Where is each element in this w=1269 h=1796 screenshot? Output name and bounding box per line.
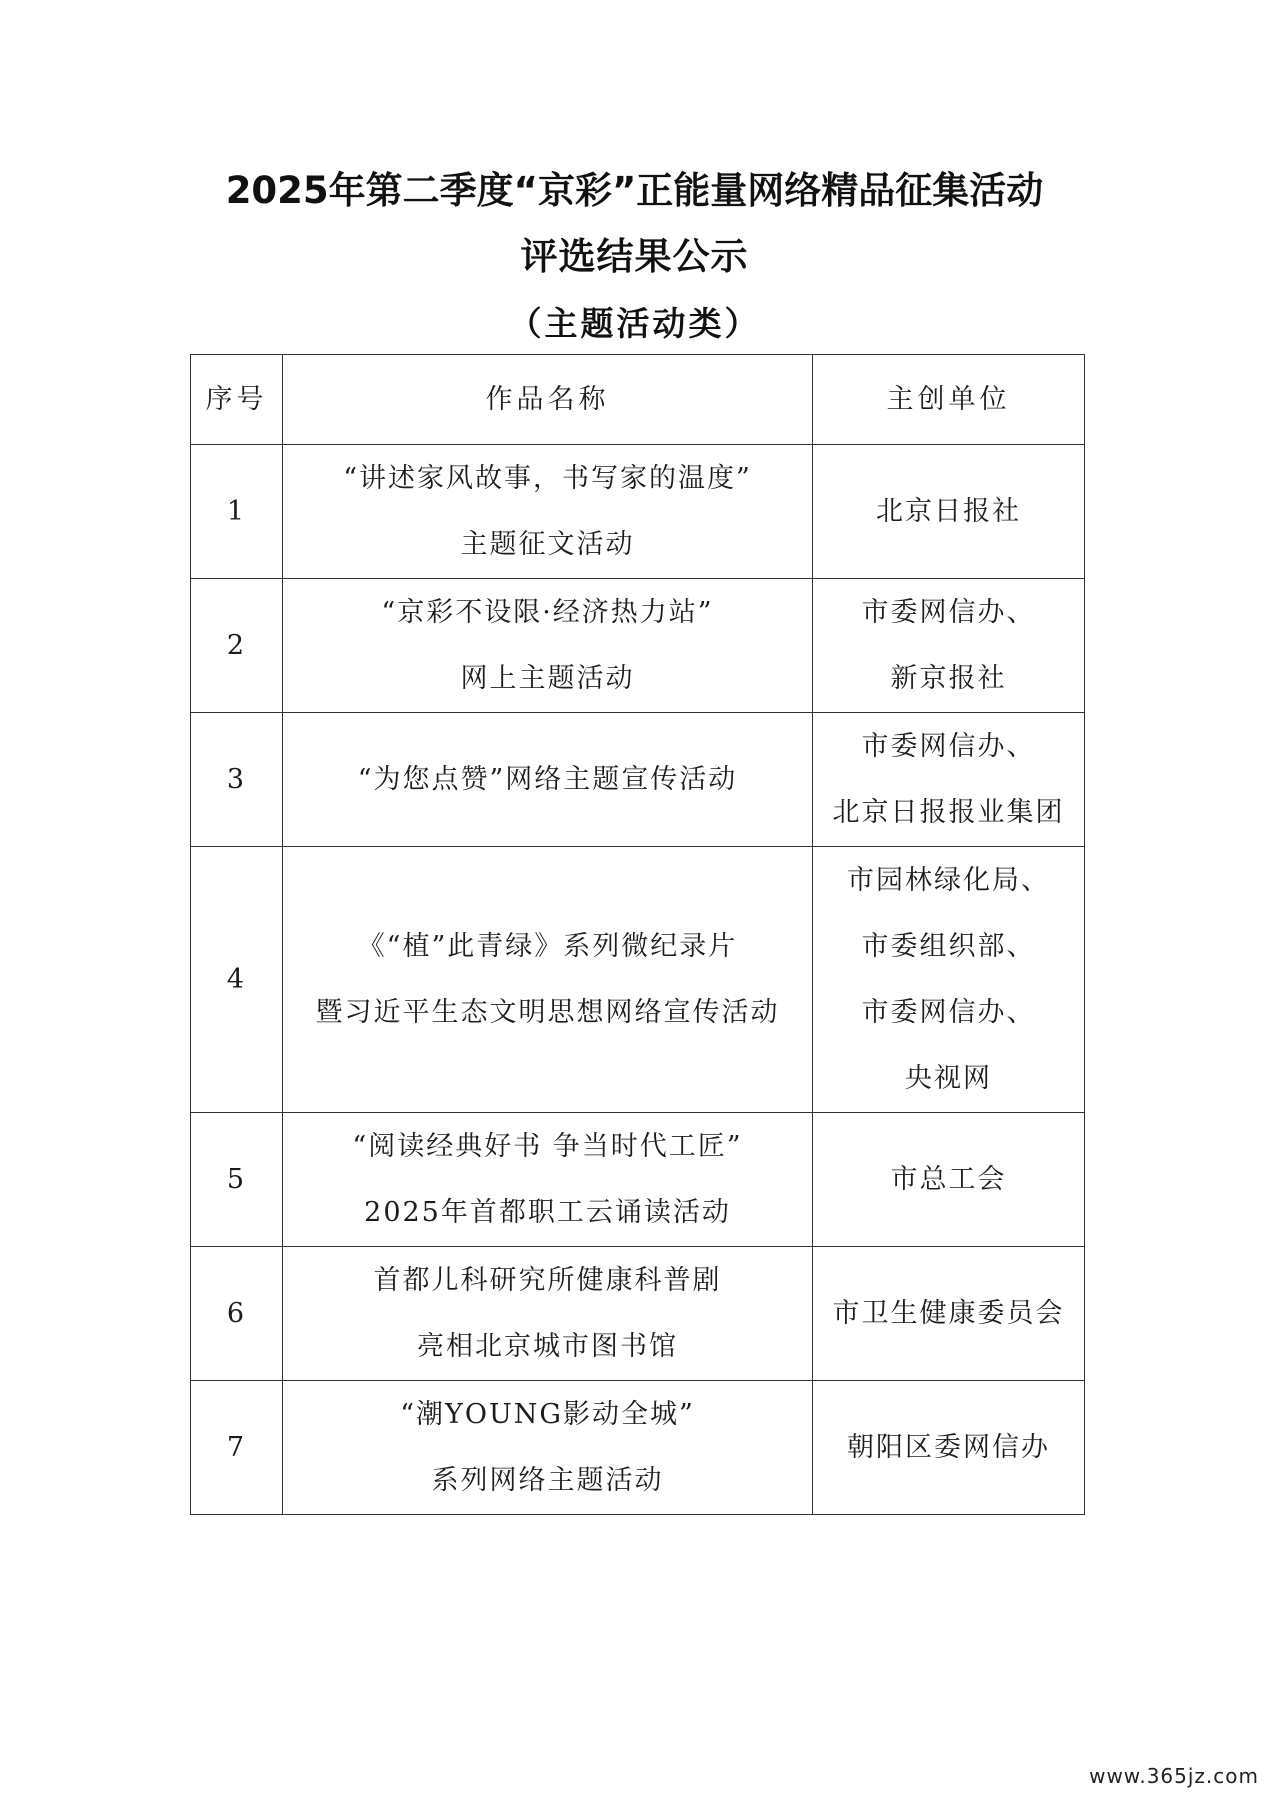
name-line: 系列网络主题活动	[431, 1464, 664, 1496]
org-line: 市委网信办、	[861, 730, 1036, 762]
row-name	[283, 713, 813, 847]
org-line: 市委网信办、	[861, 596, 1036, 628]
table-row	[191, 847, 1085, 1113]
name-line: “阅读经典好书 争当时代工匠”	[352, 1130, 743, 1162]
name-line: “京彩不设限·经济热力站”	[381, 596, 714, 628]
row-org	[813, 1113, 1085, 1247]
row-no: 7	[191, 1381, 283, 1515]
table-row	[191, 713, 1085, 847]
row-name	[283, 579, 813, 713]
table-row	[191, 1247, 1085, 1381]
org-line: 新京报社	[890, 662, 1007, 694]
name-line: 网上主题活动	[460, 662, 635, 694]
row-org	[813, 847, 1085, 1113]
name-line: 亮相北京城市图书馆	[417, 1330, 678, 1362]
row-name	[283, 1381, 813, 1515]
row-no: 5	[191, 1113, 283, 1247]
org-line: 市园林绿化局、	[847, 864, 1050, 896]
name-line: 暨习近平生态文明思想网络宣传活动	[315, 996, 780, 1028]
row-name	[283, 1247, 813, 1381]
header-name: 作品名称	[283, 355, 813, 445]
document-title: 2025年第二季度“京彩”正能量网络精品征集活动	[225, 169, 1044, 212]
org-line: 市总工会	[890, 1163, 1007, 1195]
name-line: 首都儿科研究所健康科普剧	[373, 1264, 722, 1296]
row-org	[813, 713, 1085, 847]
row-org	[813, 1381, 1085, 1515]
org-line: 市委网信办、	[861, 996, 1036, 1028]
row-org	[813, 1247, 1085, 1381]
table-row	[191, 445, 1085, 579]
name-line: “潮YOUNG影动全城”	[400, 1398, 695, 1430]
name-line: 2025年首都职工云诵读活动	[364, 1196, 731, 1228]
table-row	[191, 1113, 1085, 1247]
name-line: “为您点赞”网络主题宣传活动	[357, 763, 738, 795]
name-line: 《“植”此青绿》系列微纪录片	[357, 930, 738, 962]
header-org: 主创单位	[813, 355, 1085, 445]
header-no: 序号	[191, 355, 283, 445]
org-line: 市卫生健康委员会	[832, 1297, 1065, 1329]
row-no: 4	[191, 847, 283, 1113]
table-header-row	[191, 355, 1085, 445]
row-org	[813, 445, 1085, 579]
site-watermark: www.365jz.com	[1089, 1764, 1259, 1788]
row-no: 3	[191, 713, 283, 847]
table-row	[191, 1381, 1085, 1515]
name-line: 主题征文活动	[460, 528, 635, 560]
row-name	[283, 847, 813, 1113]
org-line: 北京日报报业集团	[832, 796, 1065, 828]
row-org	[813, 579, 1085, 713]
org-line: 朝阳区委网信办	[847, 1431, 1050, 1463]
results-table	[190, 354, 1085, 1515]
row-no: 2	[191, 579, 283, 713]
org-line: 央视网	[905, 1062, 992, 1094]
row-no: 6	[191, 1247, 283, 1381]
row-name	[283, 445, 813, 579]
org-line: 北京日报社	[876, 495, 1021, 527]
row-name	[283, 1113, 813, 1247]
org-line: 市委组织部、	[861, 930, 1036, 962]
table-row	[191, 579, 1085, 713]
document-subtitle: （主题活动类）	[508, 304, 761, 343]
row-no: 1	[191, 445, 283, 579]
name-line: “讲述家风故事，书写家的温度”	[343, 462, 752, 494]
document-title-line2: 评选结果公示	[520, 235, 749, 278]
